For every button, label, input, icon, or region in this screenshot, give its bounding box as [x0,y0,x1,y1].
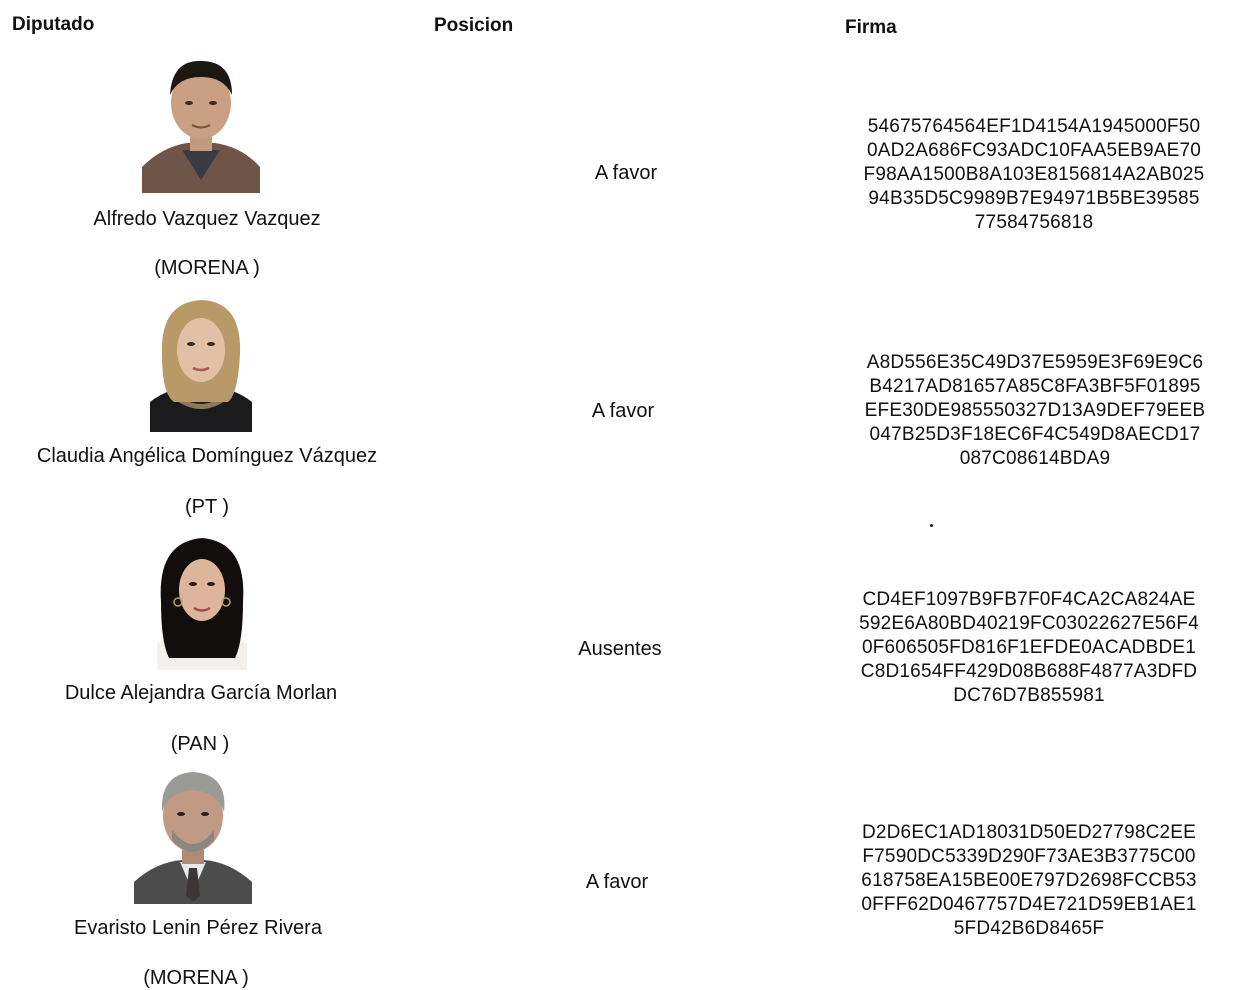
header-posicion: Posicion [434,15,514,36]
table-row [0,708,1238,989]
deputy-position: A favor [591,400,655,422]
signature-line: 77584756818 [974,212,1094,233]
deputy-party: (MORENA ) [154,257,260,279]
deputy-photo [143,532,261,670]
signature-line: C8D1654FF429D08B688F4877A3DFD [860,661,1198,682]
signature-line: B4217AD81657A85C8FA3BF5F01895 [869,376,1201,397]
signature-line: A8D556E35C49D37E5959E3F69E9C6 [866,352,1204,373]
table-row [0,236,1238,518]
deputy-party: (PAN ) [170,733,230,755]
signature-line: 0FFF62D0467757D4E721D59EB1AE1 [861,894,1197,915]
signature-line: 94B35D5C9989B7E94971B5BE39585 [868,188,1200,209]
deputy-photo [142,55,260,193]
signature-line: 592E6A80BD40219FC03022627E56F4 [859,613,1199,634]
table-row [0,0,1238,279]
signature-line: EFE30DE985550327D13A9DEF79EEB [864,400,1206,421]
deputy-signature [819,821,1238,941]
signature-line: 5FD42B6D8465F [953,918,1105,939]
deputy-position: A favor [585,871,649,893]
deputy-signature [819,588,1238,708]
signature-line: DC76D7B855981 [953,685,1105,706]
signature-line: F98AA1500B8A103E8156814A2AB025 [863,164,1205,185]
deputy-name: Claudia Angélica Domínguez Vázquez [36,445,378,467]
signature-line: 618758EA15BE00E797D2698FCCB53 [861,870,1197,891]
signature-line: 0F606505FD816F1EFDE0ACADBDE1 [861,637,1197,658]
deputy-name: Alfredo Vazquez Vazquez [93,208,321,230]
deputy-signature [825,351,1238,471]
signature-line: F7590DC5339D290F73AE3B3775C00 [862,846,1196,867]
deputy-name: Evaristo Lenin Pérez Rivera [74,917,322,939]
header-diputado: Diputado [12,14,95,35]
deputy-party: (PT ) [184,496,230,518]
woman-portrait-icon [142,294,260,432]
deputy-signature [824,115,1238,235]
signature-line: 047B25D3F18EC6F4C549D8AECD17 [869,424,1201,445]
signature-line: D2D6EC1AD18031D50ED27798C2EE [861,822,1197,843]
deputy-name: Dulce Alejandra García Morlan [64,682,338,704]
man-portrait-icon [134,766,252,904]
man-portrait-icon [142,55,260,193]
signature-line: 54675764564EF1D4154A1945000F50 [867,116,1201,137]
deputy-position: Ausentes [578,638,662,660]
deputy-photo [142,294,260,432]
deputy-position: A favor [594,162,658,184]
signature-line: 0AD2A686FC93ADC10FAA5EB9AE70 [866,140,1202,161]
header-firma: Firma [845,17,897,38]
woman-portrait-icon [143,532,261,670]
table-row [0,472,1238,755]
signature-line: 087C08614BDA9 [959,448,1111,469]
signature-line: CD4EF1097B9FB7F0F4CA2CA824AE [862,589,1196,610]
deputy-photo [134,766,252,904]
deputy-party: (MORENA ) [143,967,249,989]
